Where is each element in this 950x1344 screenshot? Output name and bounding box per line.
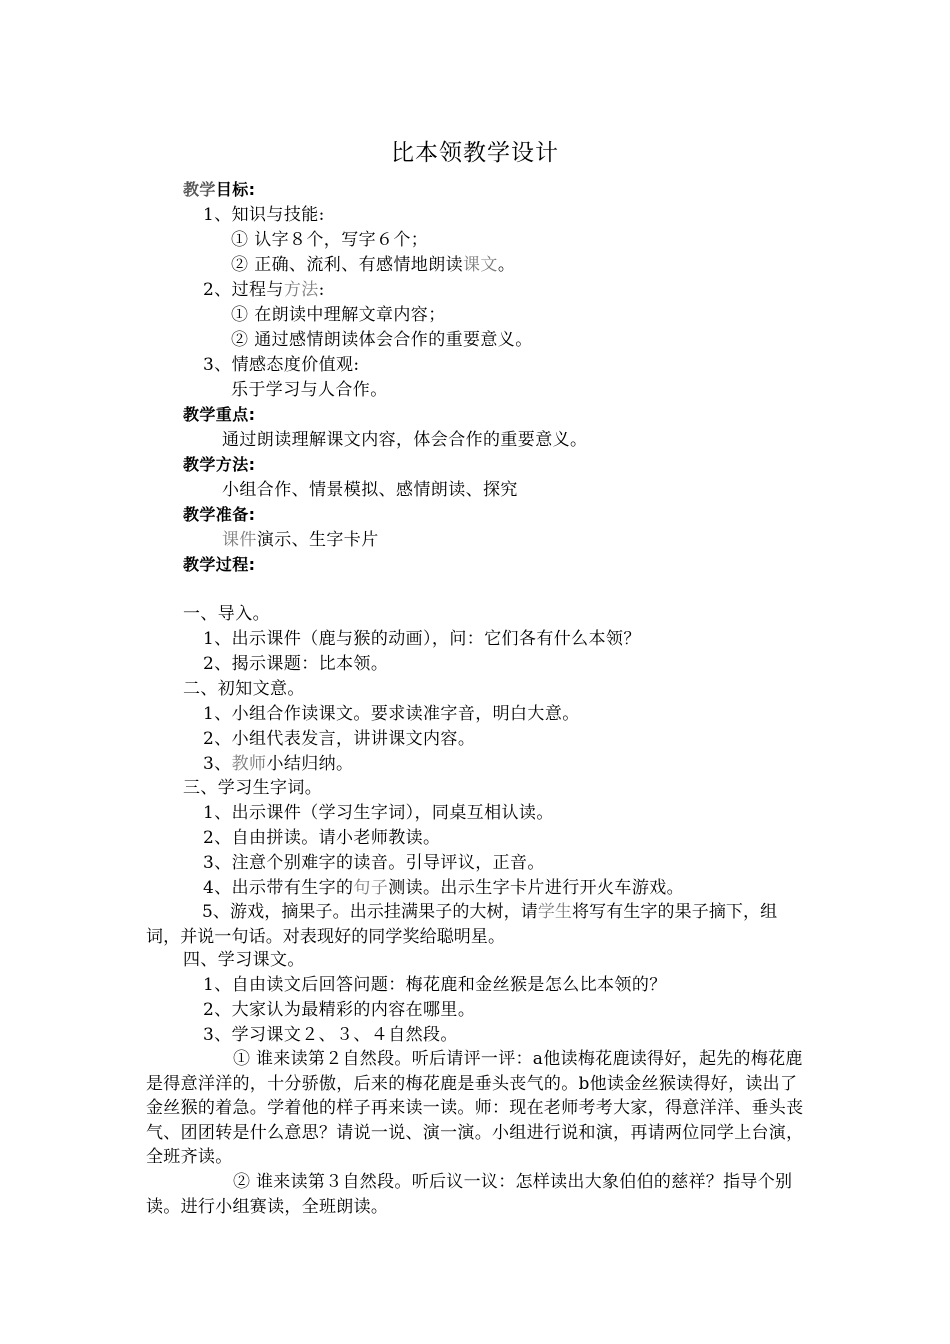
objective-2-pre: 2、过程与	[203, 280, 284, 300]
section-2-item-2: 2、小组代表发言，讲讲课文内容。	[203, 729, 476, 749]
page-title: 比本领教学设计	[391, 140, 559, 166]
objective-3: 3、情感态度价值观:	[203, 355, 360, 375]
section-2-heading: 二、初知文意。	[183, 679, 305, 699]
section-4-item-2: 2、大家认为最精彩的内容在哪里。	[203, 1000, 476, 1020]
objective-1b-post: 。	[497, 255, 516, 275]
section-3-item-5-pre: 5、游戏，摘果子。出示挂满果子的大树，请	[202, 902, 538, 922]
objective-1b-pre: ② 正确、流利、有感情地朗读	[231, 255, 464, 275]
section-3-item-2: 2、自由拼读。请小老师教读。	[203, 828, 441, 848]
objective-2b: ② 通过感情朗读体会合作的重要意义。	[231, 330, 533, 350]
section-1-item-1: 1、出示课件（鹿与猴的动画），问：它们各有什么本领？	[203, 629, 641, 649]
prep-text-gray: 课件	[222, 530, 257, 550]
section-3-item-4-pre: 4、出示带有生字的	[203, 878, 354, 898]
section-3-item-4	[203, 876, 684, 900]
section-4-item-3a	[146, 1047, 808, 1170]
section-4-item-1: 1、自由读文后回答问题：梅花鹿和金丝猴是怎么比本领的？	[203, 975, 667, 995]
objective-3a: 乐于学习与人合作。	[231, 380, 388, 400]
objective-2-gray: 方法	[283, 280, 319, 300]
prep-text	[222, 528, 379, 552]
section-3-item-4-gray: 句子	[353, 878, 389, 898]
section-4-item-3b	[146, 1170, 808, 1219]
prep-heading: 教学准备:	[183, 505, 256, 524]
section-3-item-5-post: 将写有生字的果子摘下，组词，并说一句话。对表现好的同学奖给聪明星。	[146, 902, 778, 947]
section-3-heading: 三、学习生字词。	[183, 778, 323, 798]
section-1-heading: 一、导入。	[183, 604, 270, 624]
objective-2-post: :	[318, 280, 325, 300]
focus-text: 通过朗读理解课文内容，体会合作的重要意义。	[222, 430, 588, 450]
objectives-heading-a: 教学	[183, 180, 216, 199]
section-1-item-2: 2、揭示课题：比本领。	[203, 654, 389, 674]
section-2-item-1: 1、小组合作读课文。要求读准字音，明白大意。	[203, 704, 580, 724]
objectives-heading	[183, 178, 255, 202]
objectives-heading-b: 目标	[215, 180, 249, 199]
section-4-heading: 四、学习课文。	[183, 950, 305, 970]
method-text: 小组合作、情景模拟、感情朗读、探究	[222, 480, 518, 500]
objective-2	[203, 278, 325, 302]
section-3-item-1: 1、出示课件（学习生字词），同桌互相认读。	[203, 803, 554, 823]
section-2-item-3-gray: 教师	[231, 754, 267, 774]
process-heading: 教学过程:	[183, 555, 256, 574]
method-heading: 教学方法:	[183, 455, 256, 474]
section-2-item-3-post: 小结归纳。	[266, 754, 354, 774]
section-3-item-5-gray: 学生	[537, 902, 573, 922]
objective-1a: ① 认字８个，写字６个；	[231, 230, 429, 250]
section-3-item-3: 3、注意个别难字的读音。引导评议，正音。	[203, 853, 545, 873]
objectives-heading-colon: :	[248, 180, 256, 199]
focus-heading: 教学重点:	[183, 405, 256, 424]
section-4-item-3b-text: ② 谁来读第３自然段。听后议一议：怎样读出大象伯伯的慈祥？指导个别读。进行小组赛读，全班朗读。	[146, 1172, 793, 1217]
objective-1b-gray: 课文	[463, 255, 498, 275]
prep-text-rest: 演示、生字卡片	[256, 530, 379, 550]
section-4-item-3a-text: ① 谁来读第２自然段。听后请评一评：a他读梅花鹿读得好，起先的梅花鹿是得意洋洋的，十分骄傲，后来的梅花鹿是垂头丧气的。b他读金丝猴读得好，读出了金丝猴的着急。学着他的样子再来读一读。师：现在老师考考大家，得意洋洋、垂头丧气、团团转是什么意思？请说一说、演一演。小组进行说和演，再请两位同学上台演，全班齐读。	[146, 1049, 804, 1167]
objective-2a: ① 在朗读中理解文章内容；	[231, 305, 446, 325]
section-3-item-4-post: 测读。出示生字卡片进行开火车游戏。	[388, 878, 685, 898]
section-2-item-3-pre: 3、	[203, 754, 232, 774]
section-4-item-3: 3、学习课文２、３、４自然段。	[203, 1025, 458, 1045]
section-3-item-5	[146, 900, 808, 949]
section-2-item-3	[203, 752, 353, 776]
objective-1: 1、知识与技能:	[203, 205, 325, 225]
objective-1b	[231, 253, 515, 277]
